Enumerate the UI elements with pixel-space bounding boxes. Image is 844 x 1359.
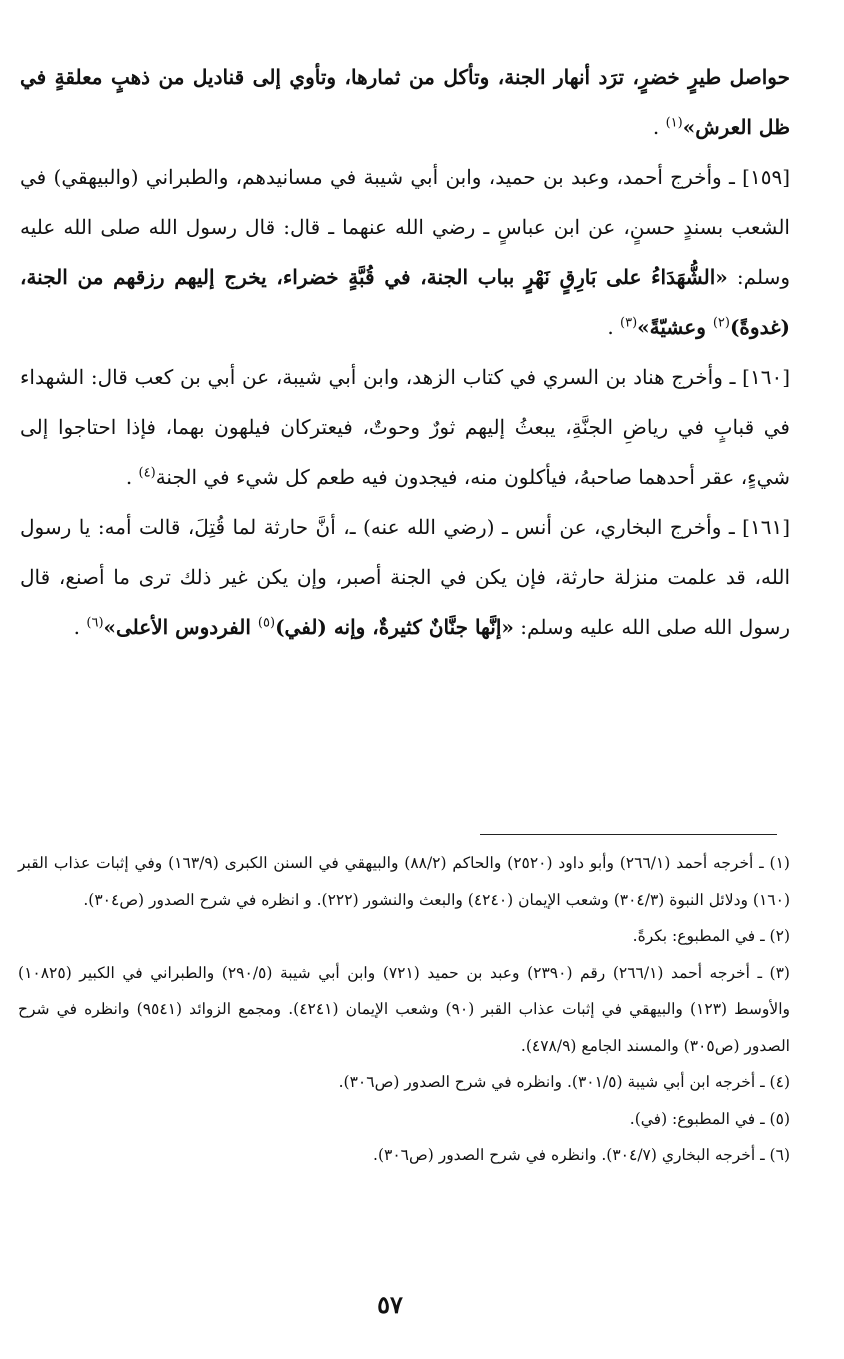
- paragraph-160: [20, 352, 790, 502]
- footnote-ref-1: (١): [665, 115, 683, 131]
- footnote-1: (١) ـ أخرجه أحمد (٢٦٦/١) وأبو داود (٢٥٢٠) والحاكم (٨٨/٢) والبيهقي في السنن الكبرى (١٦٣/٩) وفي إثبات عذاب القبر (١٦٠) ودلائل النبوة (٣٠٤/٣) وشعب الإيمان (٤٢٤٠) والبعث والنشور (٢٢٢). و انظره في شرح الصدور (ص٣٠٤).: [18, 854, 790, 909]
- paragraph-161-hadith: «إنَّها جنَّانٌ كثيرةٌ، وإنه (لفي): [275, 615, 514, 639]
- paragraph-1-end: .: [652, 115, 666, 139]
- footnote-2: (٢) ـ في المطبوع: بكرةً.: [632, 927, 790, 945]
- footnote-ref-2: (٢): [712, 315, 730, 331]
- footnote-3: (٣) ـ أخرجه أحمد (٢٦٦/١) رقم (٢٣٩٠) وعبد بن حميد (٧٢١) وابن أبي شيبة (٢٩٠/٥) والطبراني في الكبير (١٠٨٢٥) والأوسط (١٢٣) والبيهقي في إثبات عذاب القبر (٩٠) وشعب الإيمان (٤٢٤١). ومجمع الزوائد (٩٥٤١) وانظره في شرح الصدور (ص٣٠٥) والمسند الجامع (٤٧٨/٩).: [18, 963, 790, 1055]
- footnote-4: (٤) ـ أخرجه ابن أبي شيبة (٣٠١/٥). وانظره في شرح الصدور (ص٣٠٦).: [338, 1073, 790, 1091]
- footnote-divider: [480, 834, 777, 835]
- paragraph-159-text: [١٥٩] ـ وأخرج أحمد، وعبد بن حميد، وابن أبي شيبة في مسانيدهم، والطبراني (والبيهقي) في الشعب بسندٍ حسنٍ، عن ابن عباسٍ ـ رضي الله عنهما ـ قال: قال رسول الله صلى الله عليه وسلم:: [20, 165, 790, 289]
- main-text: [20, 52, 790, 652]
- footnote-ref-5: (٥): [257, 615, 276, 631]
- paragraph-159-end: .: [607, 315, 621, 339]
- paragraph-159-hadith: «الشُّهَدَاءُ على بَارِقٍ نَهْرٍ بباب الجنة، في قُبَّةٍ خضراء، يخرج إليهم رزقهم من الجنة، (غدوةً): [20, 265, 790, 339]
- paragraph-160-end: .: [125, 465, 139, 489]
- paragraph-161-text: [١٦١] ـ وأخرج البخاري، عن أنس ـ (رضي الله عنه) ـ، أنَّ حارثة لما قُتِلَ، قالت أمه: يا رسول الله، قد علمت منزلة حارثة، فإن يكن في الجنة أصبر، وإن يكن غير ذلك ترى ما أصنع، قال رسول الله صلى الله عليه وسلم:: [20, 515, 790, 639]
- paragraph-159: [20, 152, 790, 352]
- footnote-5: (٥) ـ في المطبوع: (في).: [629, 1109, 790, 1128]
- footnote-ref-4: (٤): [138, 465, 156, 481]
- paragraph-161-end: .: [73, 615, 87, 639]
- footnote-ref-6: (٦): [86, 615, 104, 631]
- footnotes: [18, 845, 790, 1174]
- paragraph-1: [20, 52, 790, 152]
- paragraph-159-hadith-end: وعشيّةً»: [637, 315, 713, 339]
- footnote-ref-3: (٣): [620, 315, 638, 331]
- paragraph-160-text: [١٦٠] ـ وأخرج هناد بن السري في كتاب الزهد، وابن أبي شيبة، عن أبي بن كعب قال: الشهداء في قبابٍ في رياضِ الجنَّةِ، يبعثُ إليهم ثورٌ وحوتٌ، فيعتركان فيلهون بهما، فإذا احتاجوا إلى شيءٍ، عقر أحدهما صاحبهُ، فيأكلون منه، فيجدون فيه طعم كل شيء في الجنة: [20, 365, 790, 489]
- footnote-6: (٦) ـ أخرجه البخاري (٣٠٤/٧). وانظره في شرح الصدور (ص٣٠٦).: [373, 1146, 790, 1164]
- paragraph-161: [20, 502, 790, 652]
- page-number: ٥٧: [377, 1290, 403, 1319]
- paragraph-161-hadith-end: الفردوس الأعلى»: [103, 615, 258, 639]
- paragraph-1-text: حواصل طيرٍ خضرٍ، ترَد أنهار الجنة، وتأكل من ثمارها، وتأوي إلى قناديل من ذهبٍ معلقةٍ في ظل العرش»: [20, 65, 790, 139]
